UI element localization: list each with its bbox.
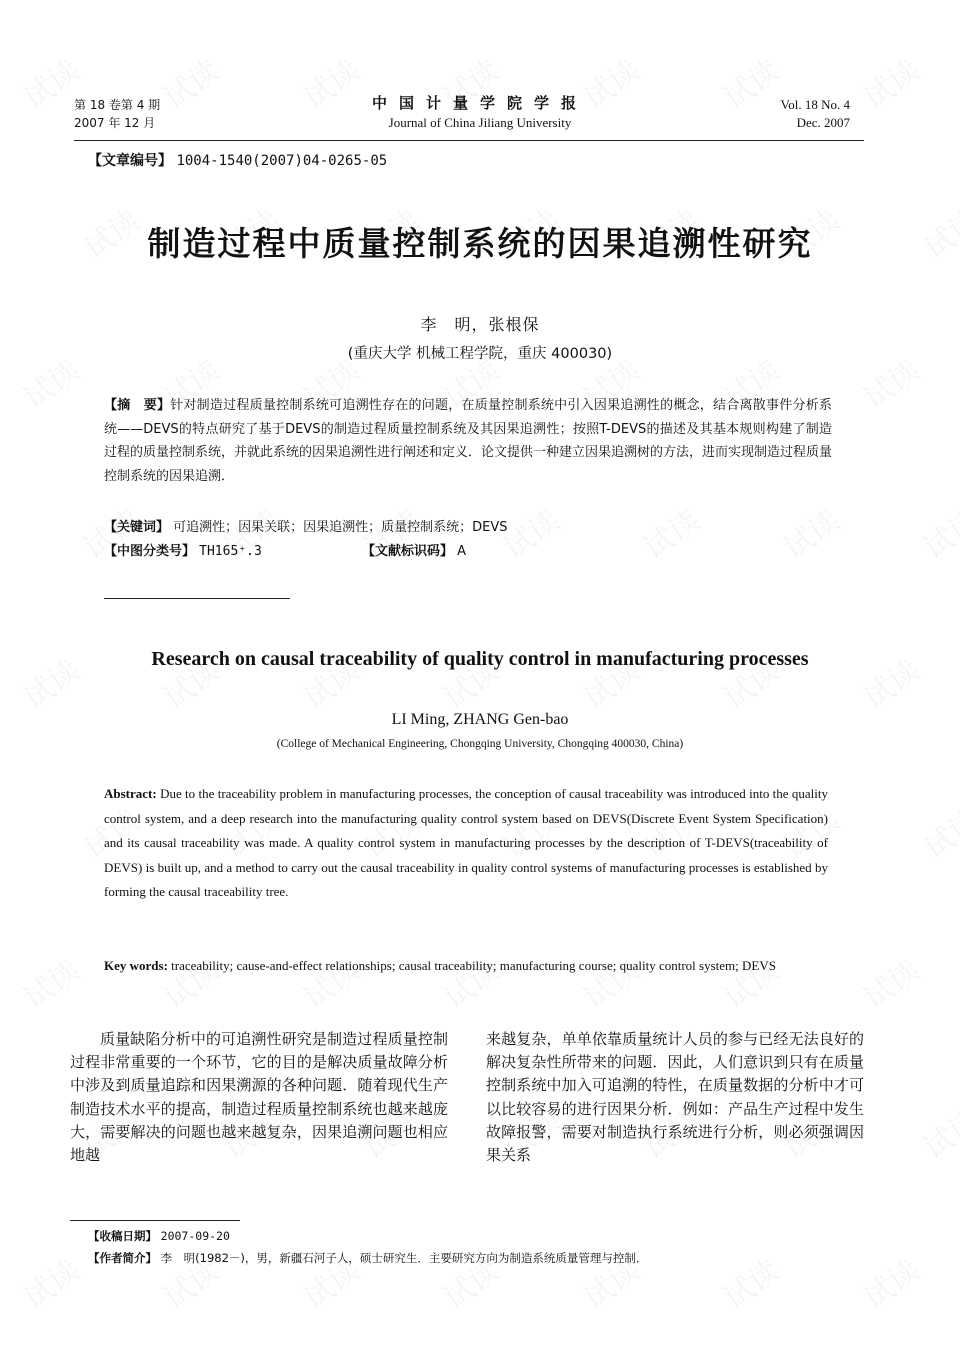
volume-number-en: Vol. 18 No. 4	[780, 97, 850, 112]
body-column-right: 来越复杂，单单依靠质量统计人员的参与已经无法良好的解决复杂性所带来的问题．因此，人们意识到只有在质量控制系统中加入可追溯的特性，在质量数据的分析中才可以比较容易的进行因果分析．例如：产品生产过程中发生故障报警，需要对制造执行系统进行分析，则必须强调因果关系	[486, 1030, 864, 1165]
body-column-left: 质量缺陷分析中的可追溯性研究是制造过程质量控制过程非常重要的一个环节，它的目的是解决质量故障分析中涉及到质量追踪和因果溯源的各种问题．随着现代生产制造技术水平的提高，制造过程质量控制系统也越来越庞大，需要解决的问题也越来越复杂，因果追溯问题也相应地越	[70, 1030, 448, 1165]
paper-title-cn: 制造过程中质量控制系统的因果追溯性研究	[147, 224, 813, 263]
affiliation-cn: (重庆大学 机械工程学院，重庆 400030)	[347, 346, 613, 362]
classification-value: TH165⁺.3	[199, 544, 262, 559]
watermark-text	[853, 947, 927, 1017]
classification-label: 【中图分类号】	[104, 544, 196, 559]
keywords-en	[104, 954, 828, 978]
watermark-text	[773, 497, 847, 567]
authors-en: LI Ming, ZHANG Gen-bao	[391, 711, 569, 728]
received-date-label: 【收稿日期】	[88, 1229, 157, 1243]
footnote-rule	[70, 1220, 240, 1221]
classification-number	[104, 540, 262, 559]
volume-issue: 第 18 卷第 4 期	[74, 98, 161, 112]
article-number	[88, 150, 387, 170]
abstract-en	[104, 782, 828, 905]
authors-cn: 李 明，张根保	[420, 315, 540, 334]
journal-volume-en	[781, 96, 850, 132]
date-en: Dec. 2007	[796, 115, 850, 130]
watermark-text	[633, 497, 707, 567]
abstract-en-label: Abstract:	[104, 786, 157, 801]
issue-date: 2007 年 12 月	[74, 116, 156, 130]
abstract-cn	[104, 394, 832, 488]
watermark-text	[913, 1097, 960, 1167]
footnote-author-bio	[88, 1250, 647, 1266]
article-number-label: 【文章编号】	[88, 153, 172, 169]
document-code-value: A	[457, 544, 467, 559]
watermark-text	[853, 1247, 927, 1317]
keywords-en-text: traceability; cause-and-effect relationships; causal traceability; manufacturing course; quality control system; DEVS	[171, 958, 776, 973]
watermark-text	[13, 1247, 87, 1317]
author-bio-text: 李 明(1982－)，男，新疆石河子人，硕士研究生．主要研究方向为制造系统质量管理与控制．	[160, 1251, 648, 1265]
watermark-text	[913, 797, 960, 867]
journal-name-en: Journal of China Jiliang University	[388, 115, 572, 130]
article-number-value: 1004-1540(2007)04-0265-05	[176, 153, 388, 169]
abstract-cn-label: 【摘 要】	[104, 398, 171, 413]
header-rule	[74, 140, 864, 141]
journal-name-cn: 中国计量学院学报	[371, 94, 588, 112]
abstract-en-text: Due to the traceability problem in manufacturing processes, the conception of causal traceability was introduced into the quality control system, and a deep research into the manufacturing quality control system based on DEVS(Discrete Event System Specification) and its causal traceability was made. A quality control system in manufacturing processes by the description of T-DEVS(traceability of DEVS) is built up, and a method to carry out the causal traceability in quality control systems of manufacturing processes is established by forming the causal traceability tree.	[104, 786, 829, 899]
document-code-label: 【文献标识码】	[362, 544, 454, 559]
keywords-cn-text: 可追溯性；因果关联；因果追溯性；质量控制系统；DEVS	[173, 520, 508, 535]
watermark-text	[913, 497, 960, 567]
watermark-text	[713, 1247, 787, 1317]
keywords-en-label: Key words:	[104, 958, 168, 973]
author-bio-label: 【作者简介】	[88, 1251, 157, 1265]
keywords-cn-label: 【关键词】	[104, 520, 170, 535]
abstract-cn-text: 针对制造过程质量控制系统可追溯性存在的问题，在质量控制系统中引入因果追溯性的概念，结合离散事件分析系统——DEVS的特点研究了基于DEVS的制造过程质量控制系统及其因果追溯性；按照T-DEVS的描述及其基本规则构建了制造过程的质量控制系统，并就此系统的因果追溯性进行阐述和定义．论文提供一种建立因果追溯树的方法，进而实现制造过程质量控制系统的因果追溯．	[104, 398, 833, 484]
document-code	[362, 540, 466, 559]
section-divider	[104, 598, 290, 599]
affiliation-en: (College of Mechanical Engineering, Chongqing University, Chongqing 400030, China)	[276, 738, 684, 750]
paper-title-en: Research on causal traceability of quality control in manufacturing processes	[151, 648, 809, 670]
watermark-text	[13, 947, 87, 1017]
footnote-received	[88, 1228, 230, 1244]
keywords-cn	[104, 516, 508, 535]
received-date-value: 2007-09-20	[160, 1229, 230, 1243]
